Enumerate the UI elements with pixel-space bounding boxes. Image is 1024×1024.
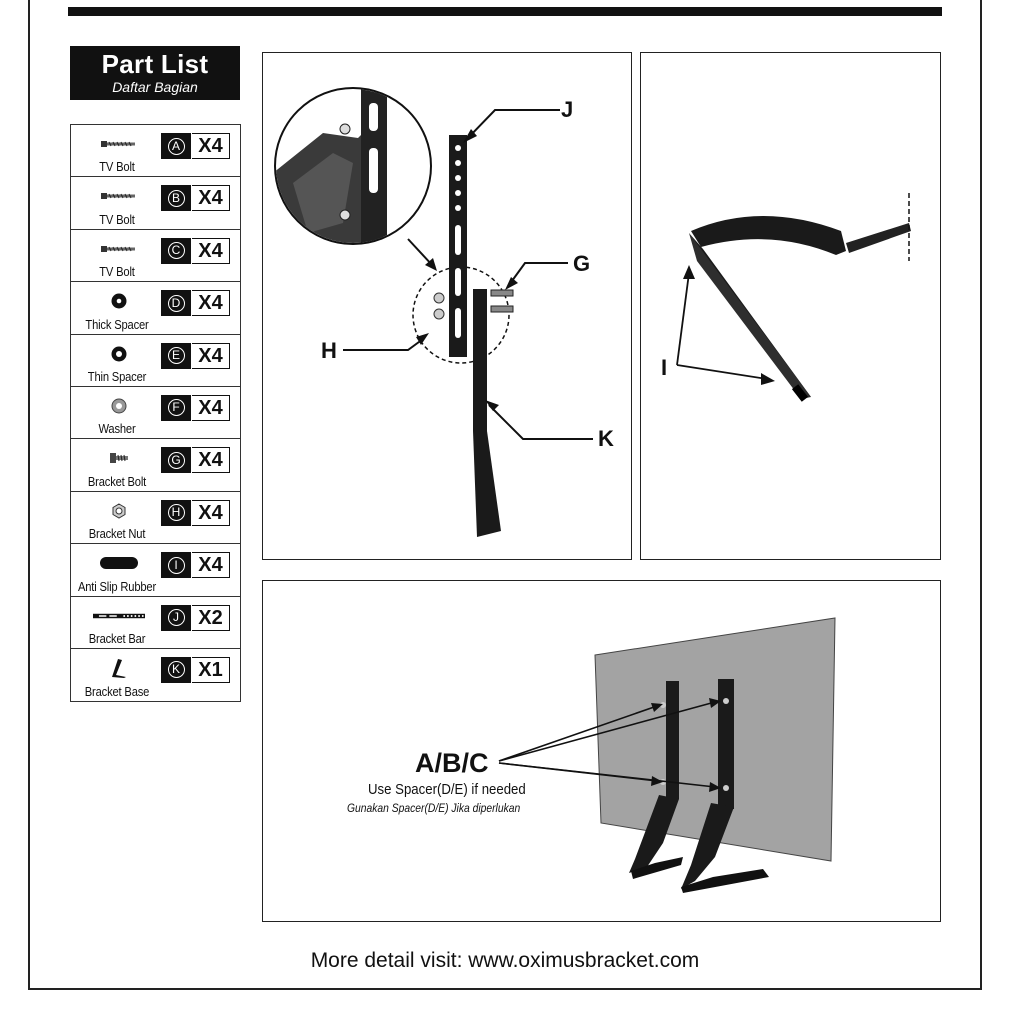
- callout-g: G: [573, 251, 591, 276]
- anti-slip-rubber-icon: [93, 552, 145, 574]
- part-letter: B: [168, 190, 185, 207]
- part-quantity: X4: [192, 395, 230, 421]
- part-letter: F: [168, 399, 185, 416]
- part-row-d: [71, 282, 240, 334]
- part-row-j: [71, 597, 240, 649]
- part-row-g: [71, 439, 240, 491]
- part-quantity: X4: [192, 343, 230, 369]
- part-letter-badge: [161, 238, 191, 264]
- part-quantity: X4: [192, 133, 230, 159]
- part-row-h: [71, 492, 240, 544]
- bracket-bolt: [491, 306, 513, 312]
- part-quantity: X2: [192, 605, 230, 631]
- part-row-i: [71, 544, 240, 596]
- bracket-nut-icon: [93, 500, 145, 522]
- part-letter: D: [168, 295, 185, 312]
- part-letter: E: [168, 347, 185, 364]
- part-letter: K: [168, 661, 185, 678]
- thick-spacer-icon: [93, 290, 145, 312]
- part-name: TV Bolt: [99, 264, 135, 280]
- part-quantity: X4: [192, 185, 230, 211]
- part-quantity: X4: [192, 500, 230, 526]
- part-letter: J: [168, 609, 185, 626]
- bracket-base-k: [473, 289, 487, 431]
- part-quantity: X4: [192, 552, 230, 578]
- part-row-f: [71, 387, 240, 439]
- part-name: Thin Spacer: [87, 368, 147, 384]
- part-letter: C: [168, 242, 185, 259]
- part-name: Bracket Nut: [88, 526, 146, 542]
- part-letter: I: [168, 557, 185, 574]
- top-rule: [68, 7, 942, 16]
- bracket-bar-icon: [93, 605, 145, 627]
- callout-k: K: [598, 426, 614, 451]
- part-letter: G: [168, 452, 185, 469]
- part-name: Washer: [98, 421, 136, 437]
- part-letter-badge: [161, 290, 191, 316]
- tv-bolt-icon: [93, 133, 145, 155]
- part-letter-badge: [161, 343, 191, 369]
- tv-mount-diagram-panel: [262, 580, 941, 922]
- part-letter-badge: [161, 552, 191, 578]
- bracket-nut: [434, 309, 444, 319]
- callout-h: H: [321, 338, 337, 363]
- part-name: TV Bolt: [99, 211, 135, 227]
- washer-icon: [93, 395, 145, 417]
- bracket-bolt-icon: [93, 447, 145, 469]
- part-letter: A: [168, 138, 185, 155]
- spacer-note-id: Gunakan Spacer(D/E) Jika diperlukan: [347, 801, 521, 815]
- part-list-header: [70, 46, 240, 100]
- thin-spacer-icon: [93, 343, 145, 365]
- anti-slip-diagram: [641, 53, 942, 561]
- part-row-c: [71, 230, 240, 282]
- part-name: Thick Spacer: [85, 316, 149, 332]
- part-quantity: X1: [192, 657, 230, 683]
- anti-slip-diagram-panel: [640, 52, 941, 560]
- tv-bolt-icon: [93, 238, 145, 260]
- part-quantity: X4: [192, 290, 230, 316]
- part-list-title: Part List: [101, 49, 209, 79]
- callout-i: I: [661, 355, 668, 380]
- base-top-arm: [691, 216, 846, 255]
- part-letter-badge: [161, 185, 191, 211]
- part-name: Bracket Base: [84, 684, 150, 700]
- part-letter-badge: [161, 500, 191, 526]
- bracket-nut: [434, 293, 444, 303]
- part-quantity: X4: [192, 447, 230, 473]
- part-row-e: [71, 335, 240, 387]
- part-letter-badge: [161, 657, 191, 683]
- spacer-note-en: Use Spacer(D/E) if needed: [368, 781, 526, 798]
- part-row-k: [71, 649, 240, 701]
- callout-abc: A/B/C: [415, 748, 489, 778]
- part-quantity: X4: [192, 238, 230, 264]
- bracket-base-icon: [93, 657, 145, 679]
- part-letter-badge: [161, 447, 191, 473]
- part-row-a: [71, 125, 240, 177]
- part-list-subtitle: Daftar Bagian: [112, 79, 198, 95]
- part-list-table: [70, 124, 241, 702]
- tv-mount-diagram: [263, 581, 942, 923]
- part-letter-badge: [161, 605, 191, 631]
- part-row-b: [71, 177, 240, 229]
- part-name: TV Bolt: [99, 159, 135, 175]
- part-name: Anti Slip Rubber: [77, 578, 157, 594]
- assembly-diagram: [263, 53, 633, 561]
- footer-website-note: More detail visit: www.oximusbracket.com: [310, 949, 700, 972]
- part-letter: H: [168, 504, 185, 521]
- part-name: Bracket Bolt: [87, 473, 147, 489]
- bracket-bolt: [491, 290, 513, 296]
- tv-bolt-icon: [93, 185, 145, 207]
- callout-j: J: [561, 97, 574, 122]
- part-letter-badge: [161, 133, 191, 159]
- part-letter-badge: [161, 395, 191, 421]
- part-name: Bracket Bar: [88, 630, 146, 646]
- assembly-diagram-panel: [262, 52, 632, 560]
